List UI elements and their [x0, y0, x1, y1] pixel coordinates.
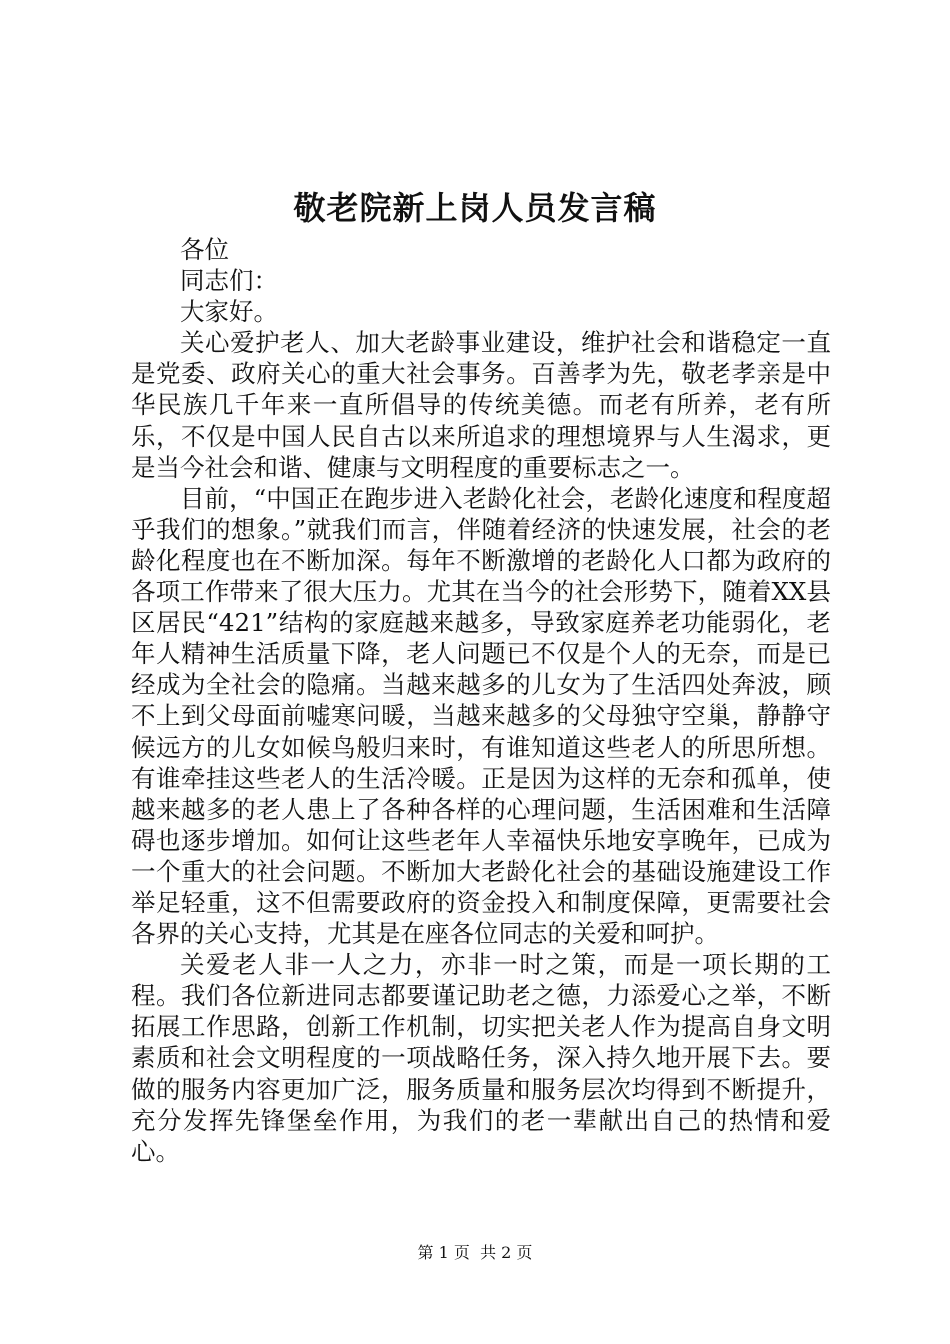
salutation-line-1: 各位: [180, 235, 229, 264]
document-body: [131, 234, 831, 1167]
body-paragraph-3: 关爱老人非一人之力，亦非一时之策，而是一项长期的工程。我们各位新进同志都要谨记助老之德，力添爱心之举，不断拓展工作思路，创新工作机制，切实把关老人作为提高自身文明素质和社会文明程度的一项战略任务，深入持久地开展下去。要做的服务内容更加广泛，服务质量和服务层次均得到不断提升，充分发挥先锋堡垒作用，为我们的老一辈献出自己的热情和爱心。: [131, 950, 831, 1166]
body-paragraph-2: 目前，“中国正在跑步进入老龄化社会，老龄化速度和程度超乎我们的想象。”就我们而言，伴随着经济的快速发展，社会的老龄化程度也在不断加深。每年不断激增的老龄化人口都为政府的各项工作带来了很大压力。尤其在当今的社会形势下，随着XX县区居民“421”结构的家庭越来越多，导致家庭养老功能弱化，老年人精神生活质量下降，老人问题已不仅是个人的无奈，而是已经成为全社会的隐痛。当越来越多的儿女为了生活四处奔波，顾不上到父母面前嘘寒问暖，当越来越多的父母独守空巢，静静守候远方的儿女如候鸟般归来时，有谁知道这些老人的所思所想。有谁牵挂这些老人的生活冷暖。正是因为这样的无奈和孤单，使越来越多的老人患上了各种各样的心理问题，生活困难和生活障碍也逐步增加。如何让这些老年人幸福快乐地安享晚年，已成为一个重大的社会问题。不断加大老龄化社会的基础设施建设工作举足轻重，这不但需要政府的资金投入和制度保障，更需要社会各界的关心支持，尤其是在座各位同志的关爱和呵护。: [131, 483, 831, 949]
salutation-line-2: 同志们：: [180, 266, 278, 296]
document-title: 敬老院新上岗人员发言稿: [293, 189, 657, 227]
greeting-line: 大家好。: [180, 297, 278, 327]
body-paragraph-1: 关心爱护老人、加大老龄事业建设，维护社会和谐稳定一直是党委、政府关心的重大社会事务。百善孝为先，敬老孝亲是中华民族几千年来一直所倡导的传统美德。而老有所养，老有所乐，不仅是中国人民自古以来所追求的理想境界与人生渴求，更是当今社会和谐、健康与文明程度的重要标志之一。: [131, 328, 831, 482]
page-footer: 第 1 页 共 2 页: [417, 1243, 533, 1262]
